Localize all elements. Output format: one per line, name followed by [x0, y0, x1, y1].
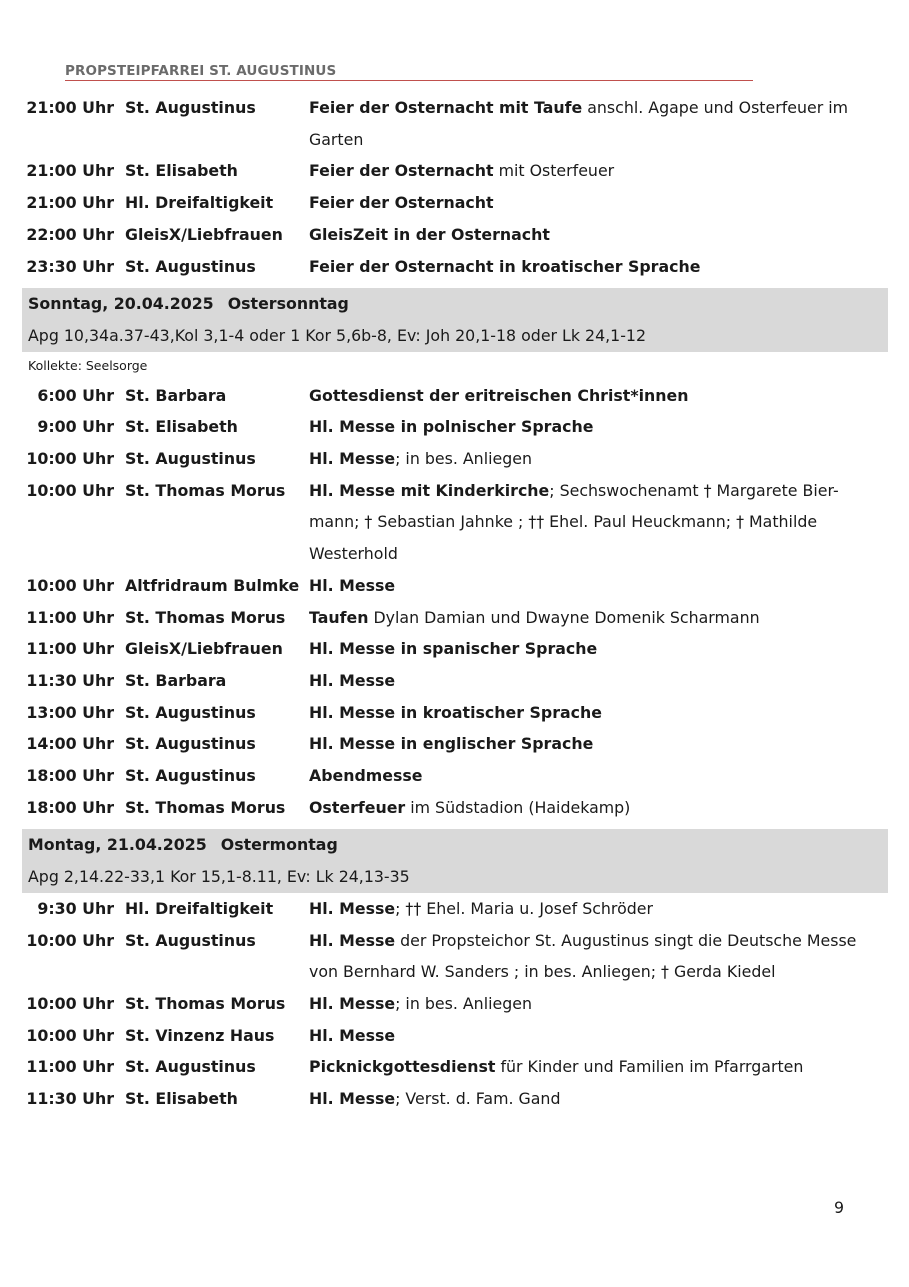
schedule-block-holy-saturday — [22, 92, 888, 282]
service-location: St. Thomas Morus — [125, 480, 286, 500]
service-location: St. Elisabeth — [125, 1089, 238, 1109]
service-time: 22:00 Uhr — [26, 224, 114, 244]
service-description — [309, 925, 888, 988]
schedule — [22, 92, 888, 1115]
service-title: Hl. Messe in englischer Sprache — [309, 734, 594, 754]
service-description — [309, 760, 888, 792]
service-location: Hl. Dreifaltigkeit — [125, 898, 274, 918]
service-location: GleisX/Liebfrauen — [125, 224, 283, 244]
service-location: St. Augustinus — [125, 702, 256, 722]
service-details: im Südstadion (Haidekamp) — [405, 797, 631, 817]
collection-note: Kollekte: Seelsorge — [28, 357, 148, 373]
service-description — [309, 251, 888, 283]
service-title: Feier der Osternacht mit Taufe — [309, 98, 583, 117]
service-details: ; †† Ehel. Maria u. Josef Schröder — [395, 898, 653, 918]
day-date: Sonntag, 20.04.2025 — [28, 294, 214, 314]
parish-title: PROPSTEIPFARREI ST. AUGUSTINUS — [65, 63, 337, 79]
day-title — [28, 829, 882, 861]
service-location: St. Barbara — [125, 670, 227, 690]
service-time: 13:00 Uhr — [26, 702, 114, 722]
service-details: ; in bes. Anliegen — [395, 993, 532, 1013]
schedule-row — [22, 893, 888, 925]
service-title: GleisZeit in der Osternacht — [309, 224, 550, 244]
service-time: 10:00 Uhr — [26, 575, 114, 595]
service-details: für Kinder und Familien im Pfarrgarten — [495, 1057, 804, 1077]
day-header-monday — [22, 829, 888, 892]
service-description — [309, 475, 888, 570]
service-details: ; in bes. Anliegen — [395, 449, 532, 469]
service-details: der Propsteichor St. Augustinus singt die Deutsche Messe von Bernhard W. Sanders ; in bes. Anliegen; † Gerda Kiedel — [309, 930, 857, 982]
service-time: 10:00 Uhr — [26, 993, 114, 1013]
service-description — [309, 728, 888, 760]
schedule-row — [22, 1020, 888, 1052]
service-time: 10:00 Uhr — [26, 1025, 114, 1045]
service-description — [309, 633, 888, 665]
service-title: Hl. Messe in kroatischer Sprache — [309, 702, 602, 722]
service-title: Feier der Osternacht in kroatischer Sprache — [309, 256, 701, 276]
service-time: 18:00 Uhr — [26, 766, 114, 786]
schedule-row — [22, 760, 888, 792]
service-title: Hl. Messe mit Kinderkirche — [309, 480, 550, 500]
service-description — [309, 411, 888, 443]
service-title: Hl. Messe in spanischer Sprache — [309, 639, 598, 659]
service-description — [309, 92, 888, 155]
schedule-row — [22, 411, 888, 443]
service-description — [309, 380, 888, 412]
service-time: 18:00 Uhr — [26, 797, 114, 817]
service-details: ; Verst. d. Fam. Gand — [395, 1089, 561, 1109]
service-title: Hl. Messe — [309, 1025, 396, 1045]
schedule-row — [22, 988, 888, 1020]
service-location: St. Augustinus — [125, 734, 256, 754]
service-time: 21:00 Uhr — [26, 98, 114, 117]
day-header-sunday — [22, 288, 888, 351]
schedule-block-easter-monday — [22, 893, 888, 1115]
service-location: St. Thomas Morus — [125, 797, 286, 817]
schedule-row — [22, 155, 888, 187]
service-description — [309, 665, 888, 697]
service-time: 11:00 Uhr — [26, 639, 114, 659]
service-time: 11:00 Uhr — [26, 607, 114, 627]
day-feast: Ostersonntag — [227, 294, 349, 314]
service-time: 11:30 Uhr — [26, 1089, 114, 1109]
service-description — [309, 155, 888, 187]
service-time: 6:00 Uhr — [37, 385, 114, 405]
service-description — [309, 893, 888, 925]
service-time: 9:30 Uhr — [37, 898, 114, 918]
day-readings: Apg 10,34a.37-43,Kol 3,1-4 oder 1 Kor 5,6b-8, Ev: Joh 20,1-18 oder Lk 24,1-12 — [28, 325, 646, 345]
schedule-row — [22, 92, 888, 155]
service-title: Hl. Messe — [309, 1089, 396, 1109]
service-location: Altfridraum Bulmke — [125, 575, 300, 595]
service-location: St. Thomas Morus — [125, 607, 286, 627]
schedule-row — [22, 219, 888, 251]
service-location: St. Augustinus — [125, 98, 256, 117]
day-readings: Apg 2,14.22-33,1 Kor 15,1-8.11, Ev: Lk 24,13-35 — [28, 867, 410, 887]
day-title — [28, 288, 882, 320]
schedule-row — [22, 697, 888, 729]
service-description — [309, 570, 888, 602]
service-title: Hl. Messe — [309, 449, 396, 469]
schedule-row — [22, 475, 888, 570]
schedule-row — [22, 251, 888, 283]
schedule-row — [22, 1083, 888, 1115]
service-location: St. Elisabeth — [125, 161, 238, 181]
service-location: St. Vinzenz Haus — [125, 1025, 275, 1045]
service-title: Hl. Messe — [309, 575, 396, 595]
schedule-row — [22, 633, 888, 665]
service-time: 11:30 Uhr — [26, 670, 114, 690]
service-title: Feier der Osternacht — [309, 193, 494, 213]
service-location: St. Augustinus — [125, 449, 256, 469]
service-time: 21:00 Uhr — [26, 161, 114, 181]
service-description — [309, 1083, 888, 1115]
service-description — [309, 1051, 888, 1083]
service-title: Hl. Messe — [309, 993, 396, 1013]
service-location: St. Barbara — [125, 385, 227, 405]
schedule-row — [22, 792, 888, 824]
day-feast: Ostermontag — [220, 835, 338, 855]
schedule-row — [22, 187, 888, 219]
service-title: Osterfeuer — [309, 797, 406, 817]
service-description — [309, 602, 888, 634]
service-time: 11:00 Uhr — [26, 1057, 114, 1077]
page-number: 9 — [833, 1198, 844, 1217]
service-location: St. Augustinus — [125, 766, 256, 786]
service-details: anschl. Agape und Osterfeuer im Garten — [309, 98, 849, 149]
schedule-row — [22, 728, 888, 760]
schedule-block-easter-sunday — [22, 380, 888, 824]
service-title: Hl. Messe — [309, 670, 396, 690]
service-location: St. Thomas Morus — [125, 993, 286, 1013]
schedule-row — [22, 570, 888, 602]
service-description — [309, 792, 888, 824]
schedule-row — [22, 925, 888, 988]
service-description — [309, 219, 888, 251]
service-title: Hl. Messe — [309, 898, 396, 918]
service-title: Abendmesse — [309, 766, 423, 786]
service-description — [309, 1020, 888, 1052]
service-time: 10:00 Uhr — [26, 480, 114, 500]
service-location: St. Augustinus — [125, 930, 256, 950]
service-description — [309, 187, 888, 219]
service-description — [309, 697, 888, 729]
page-header — [65, 62, 753, 81]
service-details: mit Osterfeuer — [493, 161, 615, 181]
service-title: Gottesdienst der eritreischen Christ*innen — [309, 385, 689, 405]
service-location: St. Augustinus — [125, 256, 256, 276]
schedule-row — [22, 380, 888, 412]
service-title: Picknickgottesdienst — [309, 1057, 496, 1077]
service-description — [309, 988, 888, 1020]
service-time: 10:00 Uhr — [26, 930, 114, 950]
service-details: ; Sechswochenamt † Margarete Bier-mann; † Sebastian Jahnke ; †† Ehel. Paul Heuckmann; † Mathilde Westerhold — [309, 480, 839, 564]
schedule-row — [22, 1051, 888, 1083]
service-location: GleisX/Liebfrauen — [125, 639, 283, 659]
service-details: Dylan Damian und Dwayne Domenik Scharmann — [368, 607, 760, 627]
service-time: 9:00 Uhr — [37, 417, 114, 437]
service-location: St. Elisabeth — [125, 417, 238, 437]
service-time: 10:00 Uhr — [26, 449, 114, 469]
service-description — [309, 443, 888, 475]
service-time: 21:00 Uhr — [26, 193, 114, 213]
service-location: Hl. Dreifaltigkeit — [125, 193, 274, 213]
service-title: Hl. Messe in polnischer Sprache — [309, 417, 594, 437]
day-date: Montag, 21.04.2025 — [28, 835, 207, 855]
service-time: 23:30 Uhr — [26, 256, 114, 276]
service-title: Feier der Osternacht — [309, 161, 494, 181]
service-location: St. Augustinus — [125, 1057, 256, 1077]
schedule-row — [22, 665, 888, 697]
service-title: Taufen — [309, 607, 369, 627]
service-title: Hl. Messe — [309, 930, 396, 950]
schedule-row — [22, 443, 888, 475]
schedule-row — [22, 602, 888, 634]
service-time: 14:00 Uhr — [26, 734, 114, 754]
